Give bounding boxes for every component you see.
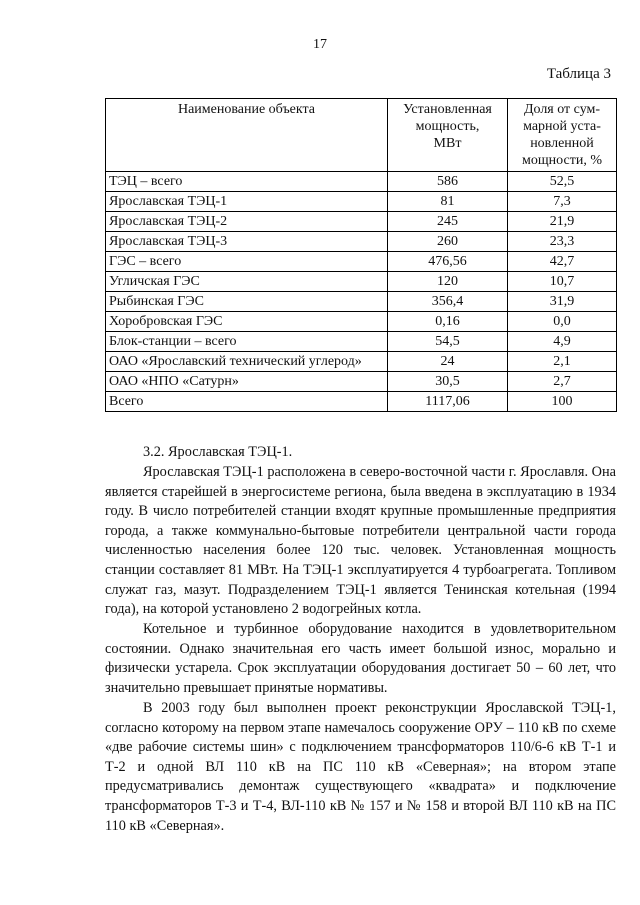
table-caption: Таблица 3 [546,66,611,82]
cell-share: 42,7 [508,252,617,272]
page-number: 17 [313,37,327,52]
paragraph-1 [105,463,616,620]
table-row [106,172,617,192]
cell-share: 52,5 [508,172,617,192]
table-row [106,192,617,212]
paragraph-3 [105,699,616,836]
cell-share: 7,3 [508,192,617,212]
cell-name: Ярославская ТЭЦ-2 [106,212,388,232]
cell-name: Ярославская ТЭЦ-1 [106,192,388,212]
cell-name: ОАО «Ярославский технический углерод» [106,352,388,372]
table-row [106,312,617,332]
table-row [106,332,617,352]
header-share-line: мощности, % [522,153,602,168]
header-capacity-line: МВт [433,136,462,151]
cell-name: Угличская ГЭС [106,272,388,292]
header-capacity-line: мощность, [415,119,480,134]
cell-share: 21,9 [508,212,617,232]
header-capacity-share [508,99,617,172]
cell-name: ГЭС – всего [106,252,388,272]
header-capacity-line: Установленная [403,102,492,117]
cell-capacity: 0,16 [388,312,508,332]
table-row [106,232,617,252]
cell-capacity: 476,56 [388,252,508,272]
cell-share: 100 [508,392,617,412]
cell-share: 2,1 [508,352,617,372]
cell-name: ОАО «НПО «Сатурн» [106,372,388,392]
paragraph-2 [105,620,616,698]
cell-share: 2,7 [508,372,617,392]
cell-capacity: 24 [388,352,508,372]
cell-capacity: 30,5 [388,372,508,392]
cell-name: Всего [106,392,388,412]
cell-share: 4,9 [508,332,617,352]
cell-capacity: 81 [388,192,508,212]
cell-name: Ярославская ТЭЦ-3 [106,232,388,252]
cell-capacity: 120 [388,272,508,292]
cell-capacity: 356,4 [388,292,508,312]
cell-share: 23,3 [508,232,617,252]
paragraph-text: В 2003 году был выполнен проект реконструкции Ярославской ТЭЦ-1, согласно которому на первом этапе намечалось сооружение ОРУ – 110 кВ по схеме «две рабочие системы шин» с подключением трансформаторов 110/6-6 кВ Т-1 и Т-2 и одной ВЛ 110 кВ на ПС 110 кВ «Северная»; на втором этапе предусматривались демонтаж существующего «квадрата» и подключение трансформаторов Т-3 и Т-4, ВЛ-110 кВ № 157 и № 158 и второй ВЛ 110 кВ на ПС 110 кВ «Северная». [105,700,616,834]
cell-capacity: 1117,06 [388,392,508,412]
table-row [106,252,617,272]
table-header-row [106,99,617,172]
cell-name: Хоробровская ГЭС [106,312,388,332]
table-row [106,212,617,232]
table-row [106,392,617,412]
header-share-line: марной уста- [523,119,601,134]
cell-share: 31,9 [508,292,617,312]
table-row [106,292,617,312]
cell-name: Блок-станции – всего [106,332,388,352]
header-share-line: новленной [530,136,594,151]
header-installed-capacity [388,99,508,172]
cell-name: Рыбинская ГЭС [106,292,388,312]
table-row [106,272,617,292]
cell-share: 10,7 [508,272,617,292]
cell-capacity: 245 [388,212,508,232]
cell-name: ТЭЦ – всего [106,172,388,192]
cell-share: 0,0 [508,312,617,332]
header-share-line: Доля от сум- [523,102,601,117]
table-row [106,352,617,372]
capacity-table [105,98,617,412]
cell-capacity: 54,5 [388,332,508,352]
table-row [106,372,617,392]
header-object-name: Наименование объекта [106,99,388,172]
section-heading: 3.2. Ярославская ТЭЦ-1. [143,444,293,460]
cell-capacity: 260 [388,232,508,252]
cell-capacity: 586 [388,172,508,192]
paragraph-text: Котельное и турбинное оборудование находится в удовлетворительном состоянии. Однако значительная его часть имеет большой износ, морально и физически устарела. Срок эксплуатации оборудования достигает 50 – 60 лет, что значительно превышает принятые нормативы. [105,621,616,696]
paragraph-text: Ярославская ТЭЦ-1 расположена в северо-восточной части г. Ярославля. Она является старейшей в энергосистеме региона, была введена в эксплуатацию в 1934 году. В число потребителей станции входят крупные промышленные предприятия города, а также коммунально-бытовые потребители центральной части города численностью населения более 120 тыс. человек. Установленная мощность станции составляет 81 МВт. На ТЭЦ-1 эксплуатируется 4 турбоагрегата. Топливом служат газ, мазут. Подразделением ТЭЦ-1 является Тенинская котельная (1994 года), на которой установлено 2 водогрейных котла. [105,464,616,618]
